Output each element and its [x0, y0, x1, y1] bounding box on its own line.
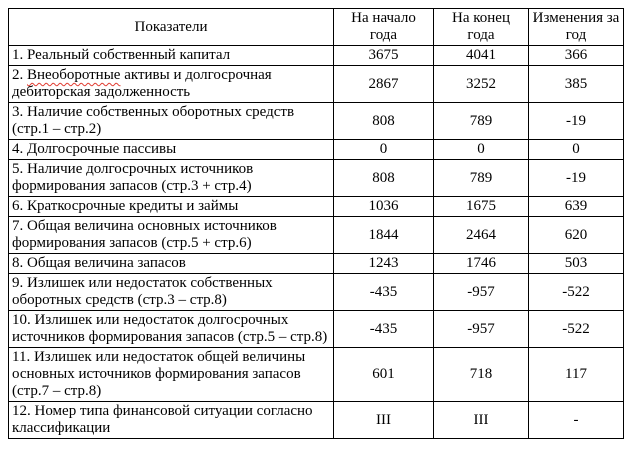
header-year-start[interactable]: На начало года	[334, 9, 434, 46]
value-end[interactable]: 4041	[434, 46, 529, 66]
row-label[interactable]: 10. Излишек или недостаток долгосрочных источников формирования запасов (стр.5 – стр.8)	[9, 311, 334, 348]
value-change[interactable]: -19	[529, 160, 624, 197]
value-change[interactable]: 0	[529, 140, 624, 160]
value-start[interactable]: 3675	[334, 46, 434, 66]
row-label[interactable]: 4. Долгосрочные пассивы	[9, 140, 334, 160]
value-end[interactable]: 789	[434, 160, 529, 197]
table-row-4	[9, 140, 624, 160]
value-end[interactable]: 3252	[434, 66, 529, 103]
value-start[interactable]: 1844	[334, 217, 434, 254]
value-start[interactable]: 1243	[334, 254, 434, 274]
value-start[interactable]: 601	[334, 348, 434, 402]
header-year-change[interactable]: Изменения за год	[529, 9, 624, 46]
value-start[interactable]: 0	[334, 140, 434, 160]
value-start[interactable]: -435	[334, 311, 434, 348]
value-end[interactable]: 1746	[434, 254, 529, 274]
value-start[interactable]: 808	[334, 103, 434, 140]
value-end[interactable]: III	[434, 402, 529, 439]
table-row-6	[9, 197, 624, 217]
financial-stability-table	[8, 8, 624, 439]
row-label[interactable]: 9. Излишек или недостаток собственных оборотных средств (стр.3 – стр.8)	[9, 274, 334, 311]
row-label[interactable]: 11. Излишек или недостаток общей величины основных источников формирования запасов (стр.7 – стр.8)	[9, 348, 334, 402]
header-indicators[interactable]: Показатели	[9, 9, 334, 46]
row-label[interactable]: 3. Наличие собственных оборотных средств (стр.1 – стр.2)	[9, 103, 334, 140]
table-row-9	[9, 274, 624, 311]
value-change[interactable]: -522	[529, 311, 624, 348]
row-label-text: активы и долгосрочная дебиторская задолженность	[12, 67, 272, 100]
value-change[interactable]: -19	[529, 103, 624, 140]
row-label[interactable]: 8. Общая величина запасов	[9, 254, 334, 274]
table-row-12	[9, 402, 624, 439]
value-end[interactable]: 718	[434, 348, 529, 402]
row-label[interactable]	[9, 66, 334, 103]
value-change[interactable]: -522	[529, 274, 624, 311]
value-start[interactable]: III	[334, 402, 434, 439]
value-change[interactable]: 385	[529, 66, 624, 103]
value-change[interactable]: 117	[529, 348, 624, 402]
table-row-11	[9, 348, 624, 402]
row-label[interactable]: 6. Краткосрочные кредиты и займы	[9, 197, 334, 217]
value-end[interactable]: 789	[434, 103, 529, 140]
table-row-1	[9, 46, 624, 66]
table-row-5	[9, 160, 624, 197]
value-change[interactable]: 366	[529, 46, 624, 66]
value-end[interactable]: 1675	[434, 197, 529, 217]
value-end[interactable]: 2464	[434, 217, 529, 254]
value-start[interactable]: 808	[334, 160, 434, 197]
row-label[interactable]: 7. Общая величина основных источников формирования запасов (стр.5 + стр.6)	[9, 217, 334, 254]
row-label[interactable]: 5. Наличие долгосрочных источников формирования запасов (стр.3 + стр.4)	[9, 160, 334, 197]
value-start[interactable]: 1036	[334, 197, 434, 217]
value-change[interactable]: 503	[529, 254, 624, 274]
document-page	[8, 8, 624, 439]
value-change[interactable]: 639	[529, 197, 624, 217]
value-start[interactable]: -435	[334, 274, 434, 311]
value-end[interactable]: -957	[434, 274, 529, 311]
value-start[interactable]: 2867	[334, 66, 434, 103]
value-end[interactable]: 0	[434, 140, 529, 160]
value-change[interactable]: 620	[529, 217, 624, 254]
table-row-3	[9, 103, 624, 140]
table-row-2	[9, 66, 624, 103]
table-header-row	[9, 9, 624, 46]
misspelled-word: Внеоборотные	[27, 67, 121, 83]
row-label[interactable]: 12. Номер типа финансовой ситуации согласно классификации	[9, 402, 334, 439]
table-row-10	[9, 311, 624, 348]
row-label-text: 2.	[12, 67, 27, 83]
value-change[interactable]: -	[529, 402, 624, 439]
row-label[interactable]: 1. Реальный собственный капитал	[9, 46, 334, 66]
table-row-7	[9, 217, 624, 254]
value-end[interactable]: -957	[434, 311, 529, 348]
header-year-end[interactable]: На конец года	[434, 9, 529, 46]
table-row-8	[9, 254, 624, 274]
